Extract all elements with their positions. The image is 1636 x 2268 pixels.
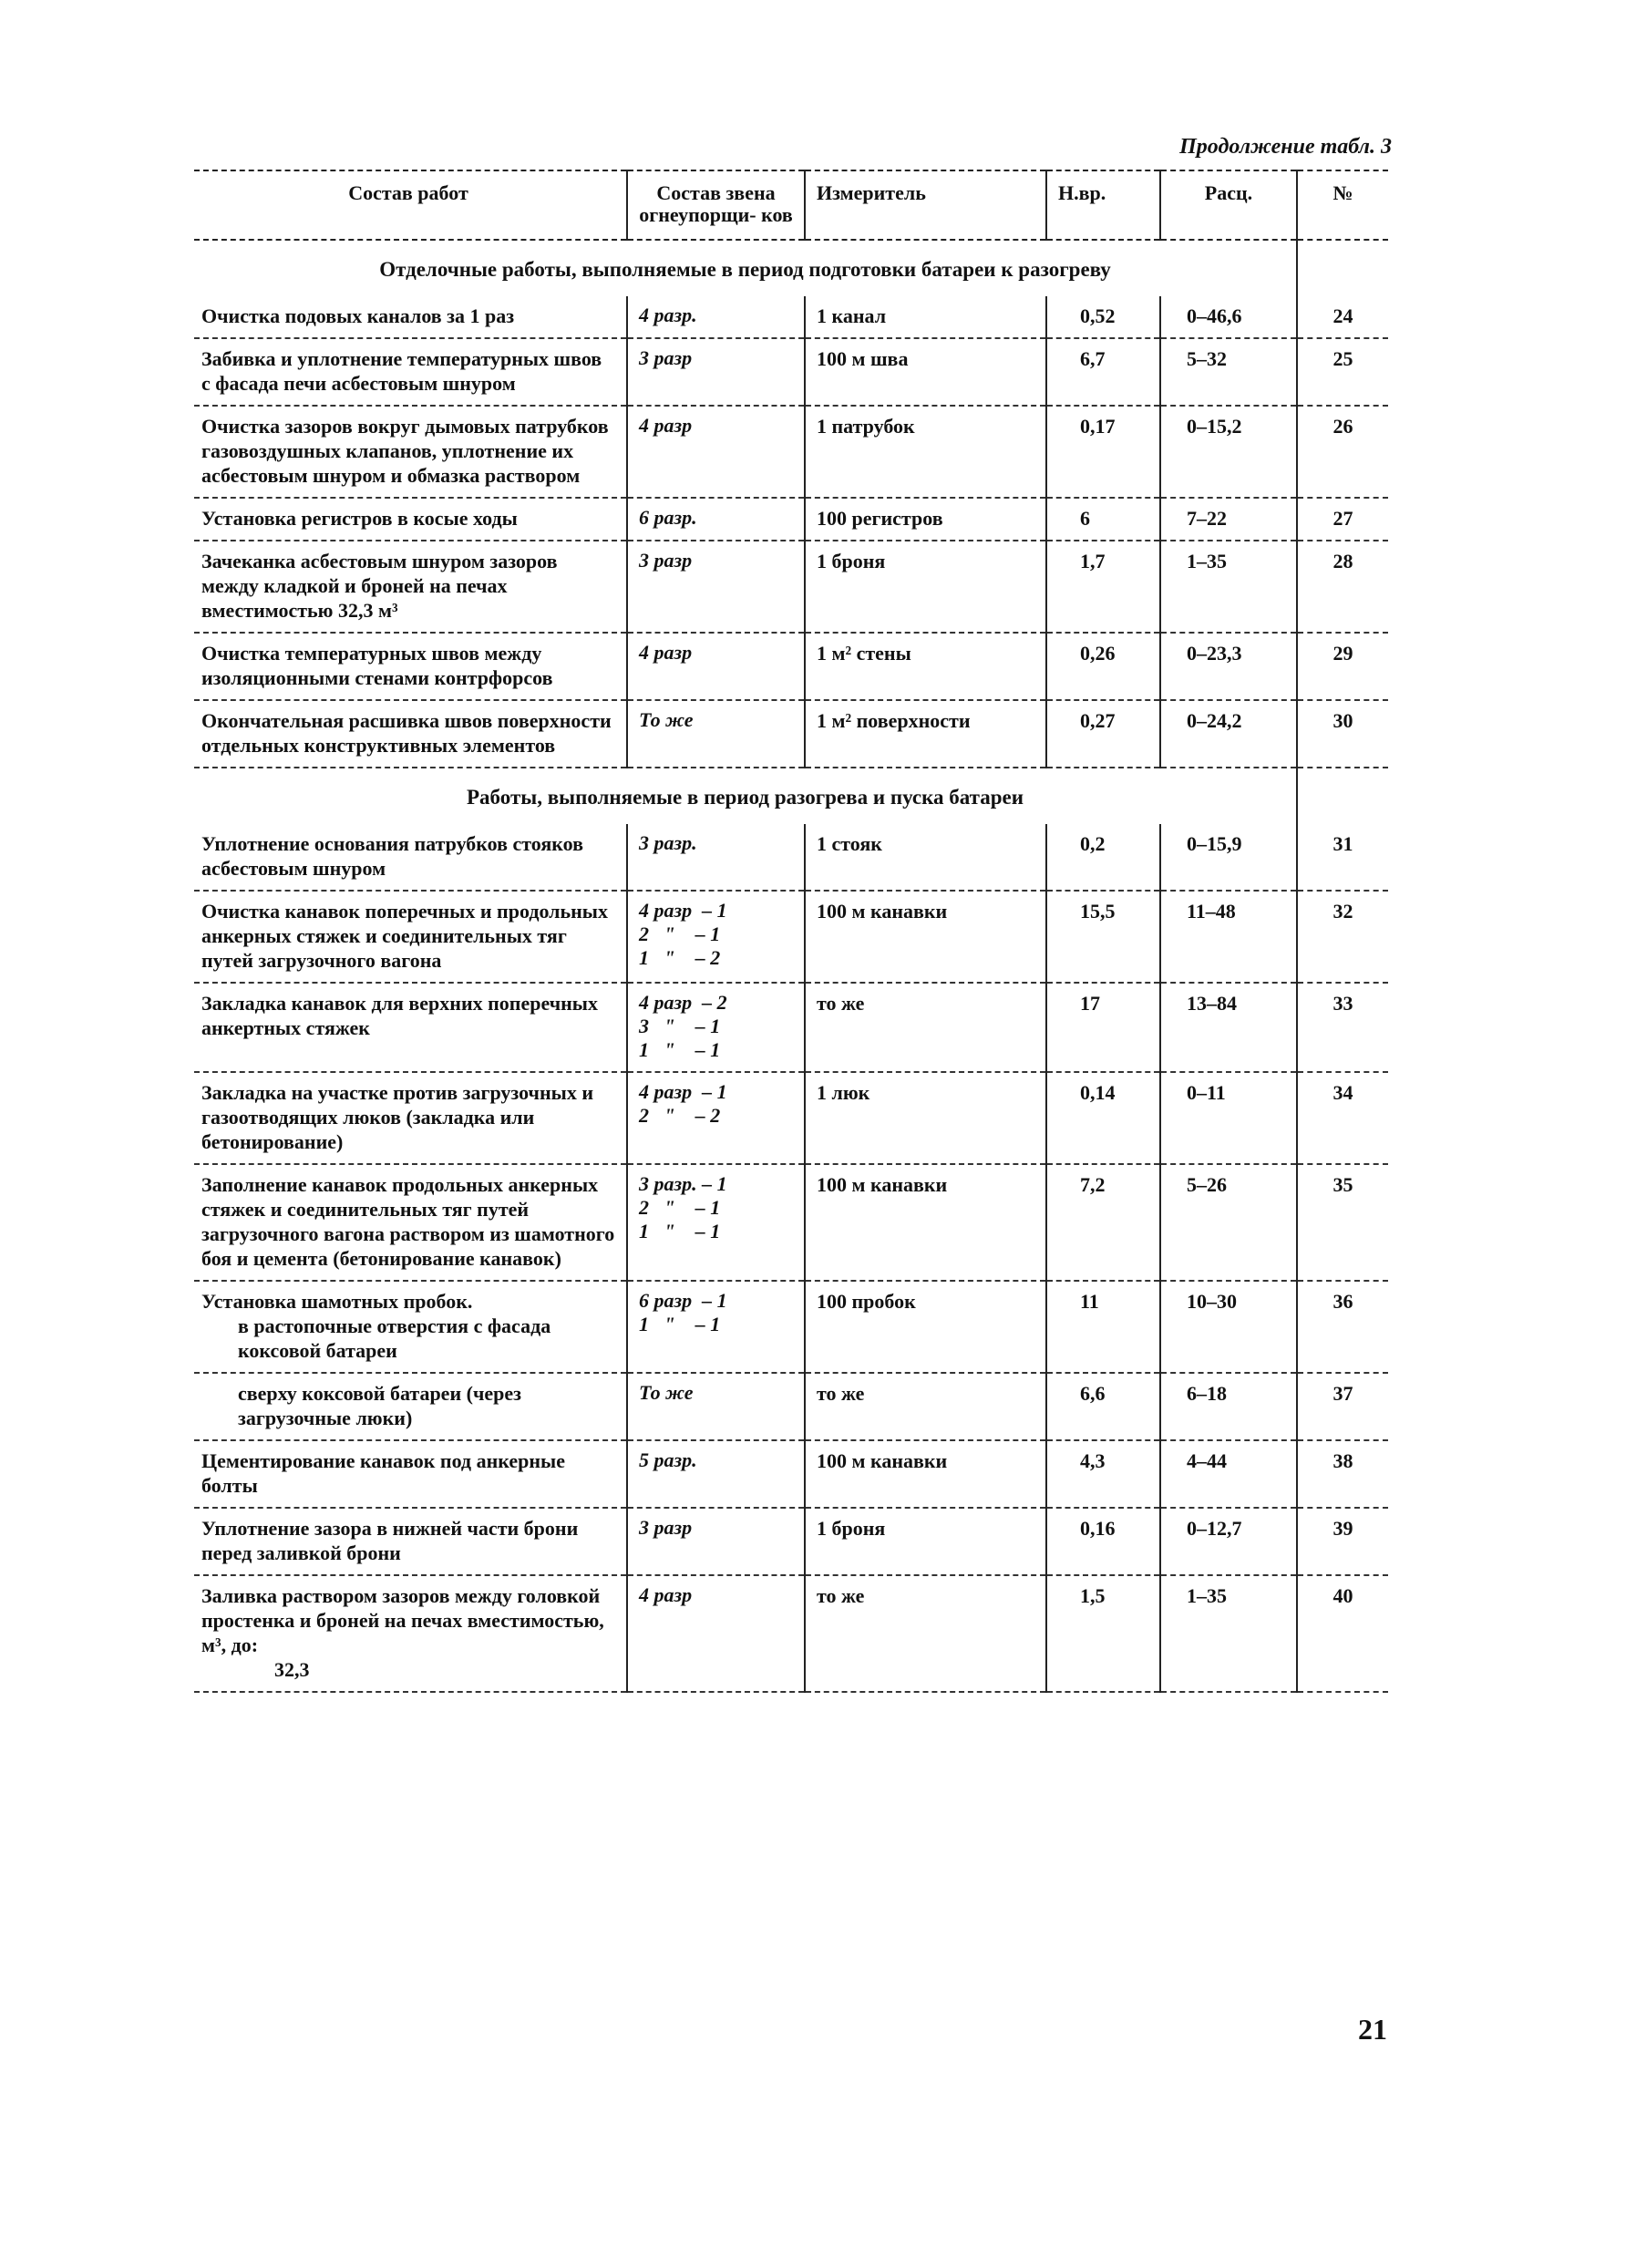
unit-cell: 1 патрубок <box>805 406 1046 498</box>
work-cell <box>194 891 627 983</box>
work-text: Очистка зазоров вокруг дымовых патрубков газовоздушных клапанов, уплотнение их асбестовым шнуром и обмазка раствором <box>201 415 609 487</box>
work-text: Заполнение канавок продольных анкерных стяжек и соединительных тяг путей загрузочного вагона раствором из шамотного боя и цемента (бетонирование канавок) <box>201 1173 615 1270</box>
section-empty-cell <box>1297 240 1388 296</box>
number-cell: 25 <box>1297 338 1388 406</box>
number-cell: 30 <box>1297 700 1388 768</box>
section-empty-cell <box>1297 768 1388 824</box>
number-cell: 37 <box>1297 1373 1388 1440</box>
number-cell: 33 <box>1297 983 1388 1072</box>
work-subtext: в растопочные отверстия с фасада коксовой батареи <box>238 1314 551 1362</box>
work-cell <box>194 406 627 498</box>
work-text: Зачеканка асбестовым шнуром зазоров между кладкой и броней на печах вместимостью 32,3 м³ <box>201 550 558 622</box>
norm-cell: 0,16 <box>1046 1508 1160 1575</box>
table-header <box>194 170 1388 240</box>
unit-cell: то же <box>805 983 1046 1072</box>
number-cell: 34 <box>1297 1072 1388 1164</box>
crew-cell: 4 разр – 2 3 " – 1 1 " – 1 <box>627 983 805 1072</box>
section-row <box>194 240 1388 296</box>
rate-cell: 6–18 <box>1160 1373 1297 1440</box>
number-cell: 40 <box>1297 1575 1388 1692</box>
unit-cell: 1 броня <box>805 1508 1046 1575</box>
work-cell <box>194 633 627 700</box>
work-text: Очистка температурных швов между изоляционными стенами контрфорсов <box>201 642 553 689</box>
table-row <box>194 1164 1388 1281</box>
norm-cell: 1,7 <box>1046 541 1160 633</box>
work-text: Цементирование канавок под анкерные болты <box>201 1449 565 1497</box>
work-cell <box>194 700 627 768</box>
norm-cell: 1,5 <box>1046 1575 1160 1692</box>
table-row <box>194 983 1388 1072</box>
unit-cell: 100 м канавки <box>805 1440 1046 1508</box>
number-cell: 36 <box>1297 1281 1388 1373</box>
number-cell: 39 <box>1297 1508 1388 1575</box>
work-text: Установка регистров в косые ходы <box>201 507 518 530</box>
rate-cell: 0–15,2 <box>1160 406 1297 498</box>
table-row <box>194 498 1388 541</box>
table-row <box>194 633 1388 700</box>
crew-cell: 3 разр <box>627 541 805 633</box>
norm-cell: 4,3 <box>1046 1440 1160 1508</box>
work-cell <box>194 338 627 406</box>
crew-cell: 6 разр – 1 1 " – 1 <box>627 1281 805 1373</box>
norm-cell: 0,17 <box>1046 406 1160 498</box>
crew-cell: 4 разр – 1 2 " – 1 1 " – 2 <box>627 891 805 983</box>
work-text: Заливка раствором зазоров между головкой простенка и броней на печах вместимостью, м³, до: <box>201 1584 604 1656</box>
unit-cell: 100 м шва <box>805 338 1046 406</box>
number-cell: 28 <box>1297 541 1388 633</box>
table-row <box>194 338 1388 406</box>
unit-cell: 100 м канавки <box>805 891 1046 983</box>
work-text: Закладка канавок для верхних поперечных анкертных стяжек <box>201 992 598 1039</box>
rate-cell: 0–46,6 <box>1160 296 1297 338</box>
rate-cell: 7–22 <box>1160 498 1297 541</box>
table-row <box>194 1072 1388 1164</box>
crew-cell: 5 разр. <box>627 1440 805 1508</box>
crew-cell: 3 разр. <box>627 824 805 891</box>
work-subtext: сверху коксовой батареи (через загрузочные люки) <box>238 1382 521 1429</box>
number-cell: 32 <box>1297 891 1388 983</box>
norm-cell: 0,14 <box>1046 1072 1160 1164</box>
rate-cell: 11–48 <box>1160 891 1297 983</box>
work-cell <box>194 1072 627 1164</box>
work-cell <box>194 1440 627 1508</box>
number-cell: 26 <box>1297 406 1388 498</box>
header-crew: Состав звена огнеупорщи- ков <box>627 170 805 240</box>
table-caption: Продолжение табл. 3 <box>1179 135 1392 159</box>
header-norm: Н.вр. <box>1046 170 1160 240</box>
unit-cell: 1 броня <box>805 541 1046 633</box>
norm-cell: 0,2 <box>1046 824 1160 891</box>
norms-table <box>194 170 1388 1693</box>
number-cell: 29 <box>1297 633 1388 700</box>
rate-cell: 4–44 <box>1160 1440 1297 1508</box>
norm-cell: 6,6 <box>1046 1373 1160 1440</box>
table-row <box>194 296 1388 338</box>
work-cell <box>194 1281 627 1373</box>
crew-cell: 3 разр. – 1 2 " – 1 1 " – 1 <box>627 1164 805 1281</box>
work-text: Установка шамотных пробок. <box>201 1290 473 1313</box>
norm-cell: 6,7 <box>1046 338 1160 406</box>
norm-cell: 0,27 <box>1046 700 1160 768</box>
work-text: Забивка и уплотнение температурных швов с фасада печи асбестовым шнуром <box>201 347 602 395</box>
unit-cell: то же <box>805 1373 1046 1440</box>
norm-cell: 15,5 <box>1046 891 1160 983</box>
header-number: № <box>1297 170 1388 240</box>
header-rate: Расц. <box>1160 170 1297 240</box>
crew-cell: 4 разр <box>627 406 805 498</box>
work-text: Закладка на участке против загрузочных и газоотводящих люков (закладка или бетонирование) <box>201 1081 593 1153</box>
crew-cell: 4 разр <box>627 1575 805 1692</box>
unit-cell: 100 регистров <box>805 498 1046 541</box>
number-cell: 24 <box>1297 296 1388 338</box>
number-cell: 38 <box>1297 1440 1388 1508</box>
section-title: Отделочные работы, выполняемые в период подготовки батареи к разогреву <box>379 258 1111 281</box>
rate-cell: 0–23,3 <box>1160 633 1297 700</box>
norm-cell: 7,2 <box>1046 1164 1160 1281</box>
number-cell: 27 <box>1297 498 1388 541</box>
work-cell <box>194 1508 627 1575</box>
crew-cell: То же <box>627 1373 805 1440</box>
table-row <box>194 406 1388 498</box>
work-cell <box>194 824 627 891</box>
work-text: Окончательная расшивка швов поверхности отдельных конструктивных элементов <box>201 709 612 757</box>
work-cell <box>194 541 627 633</box>
unit-cell: 1 м² стены <box>805 633 1046 700</box>
work-text: Очистка подовых каналов за 1 раз <box>201 304 515 327</box>
crew-cell: 4 разр – 1 2 " – 2 <box>627 1072 805 1164</box>
rate-cell: 0–12,7 <box>1160 1508 1297 1575</box>
work-cell <box>194 1373 627 1440</box>
number-cell: 35 <box>1297 1164 1388 1281</box>
rate-cell: 5–26 <box>1160 1164 1297 1281</box>
table-row <box>194 891 1388 983</box>
rate-cell: 1–35 <box>1160 541 1297 633</box>
table-row <box>194 1281 1388 1373</box>
crew-cell: 3 разр <box>627 1508 805 1575</box>
norm-cell: 17 <box>1046 983 1160 1072</box>
crew-cell: То же <box>627 700 805 768</box>
header-unit: Измеритель <box>805 170 1046 240</box>
unit-cell: 1 м² поверхности <box>805 700 1046 768</box>
work-cell <box>194 498 627 541</box>
crew-cell: 4 разр. <box>627 296 805 338</box>
number-cell: 31 <box>1297 824 1388 891</box>
unit-cell: 1 канал <box>805 296 1046 338</box>
rate-cell: 1–35 <box>1160 1575 1297 1692</box>
work-text: Уплотнение основания патрубков стояков асбестовым шнуром <box>201 832 583 880</box>
table-row <box>194 700 1388 768</box>
work-cell <box>194 983 627 1072</box>
unit-cell: то же <box>805 1575 1046 1692</box>
work-subtext: 32,3 <box>274 1658 310 1681</box>
rate-cell: 10–30 <box>1160 1281 1297 1373</box>
work-text: Очистка канавок поперечных и продольных анкерных стяжек и соединительных тяг путей загрузочного вагона <box>201 900 608 972</box>
rate-cell: 5–32 <box>1160 338 1297 406</box>
unit-cell: 100 пробок <box>805 1281 1046 1373</box>
table-row <box>194 1440 1388 1508</box>
unit-cell: 1 стояк <box>805 824 1046 891</box>
work-cell <box>194 1164 627 1281</box>
table-row <box>194 824 1388 891</box>
crew-cell: 6 разр. <box>627 498 805 541</box>
rate-cell: 0–24,2 <box>1160 700 1297 768</box>
section-row <box>194 768 1388 824</box>
crew-cell: 4 разр <box>627 633 805 700</box>
norm-cell: 6 <box>1046 498 1160 541</box>
work-text: Уплотнение зазора в нижней части брони перед заливкой брони <box>201 1517 579 1564</box>
table-row <box>194 1508 1388 1575</box>
crew-cell: 3 разр <box>627 338 805 406</box>
norm-cell: 0,52 <box>1046 296 1160 338</box>
header-work: Состав работ <box>348 181 468 204</box>
section-title: Работы, выполняемые в период разогрева и пуска батареи <box>467 786 1024 809</box>
table-row <box>194 1373 1388 1440</box>
norm-cell: 0,26 <box>1046 633 1160 700</box>
norm-cell: 11 <box>1046 1281 1160 1373</box>
rate-cell: 13–84 <box>1160 983 1297 1072</box>
rate-cell: 0–15,9 <box>1160 824 1297 891</box>
unit-cell: 100 м канавки <box>805 1164 1046 1281</box>
table-row <box>194 1575 1388 1692</box>
unit-cell: 1 люк <box>805 1072 1046 1164</box>
table-row <box>194 541 1388 633</box>
work-cell <box>194 1575 627 1692</box>
page-number: 21 <box>1358 2013 1387 2046</box>
rate-cell: 0–11 <box>1160 1072 1297 1164</box>
table-body <box>194 240 1388 1692</box>
work-cell <box>194 296 627 338</box>
